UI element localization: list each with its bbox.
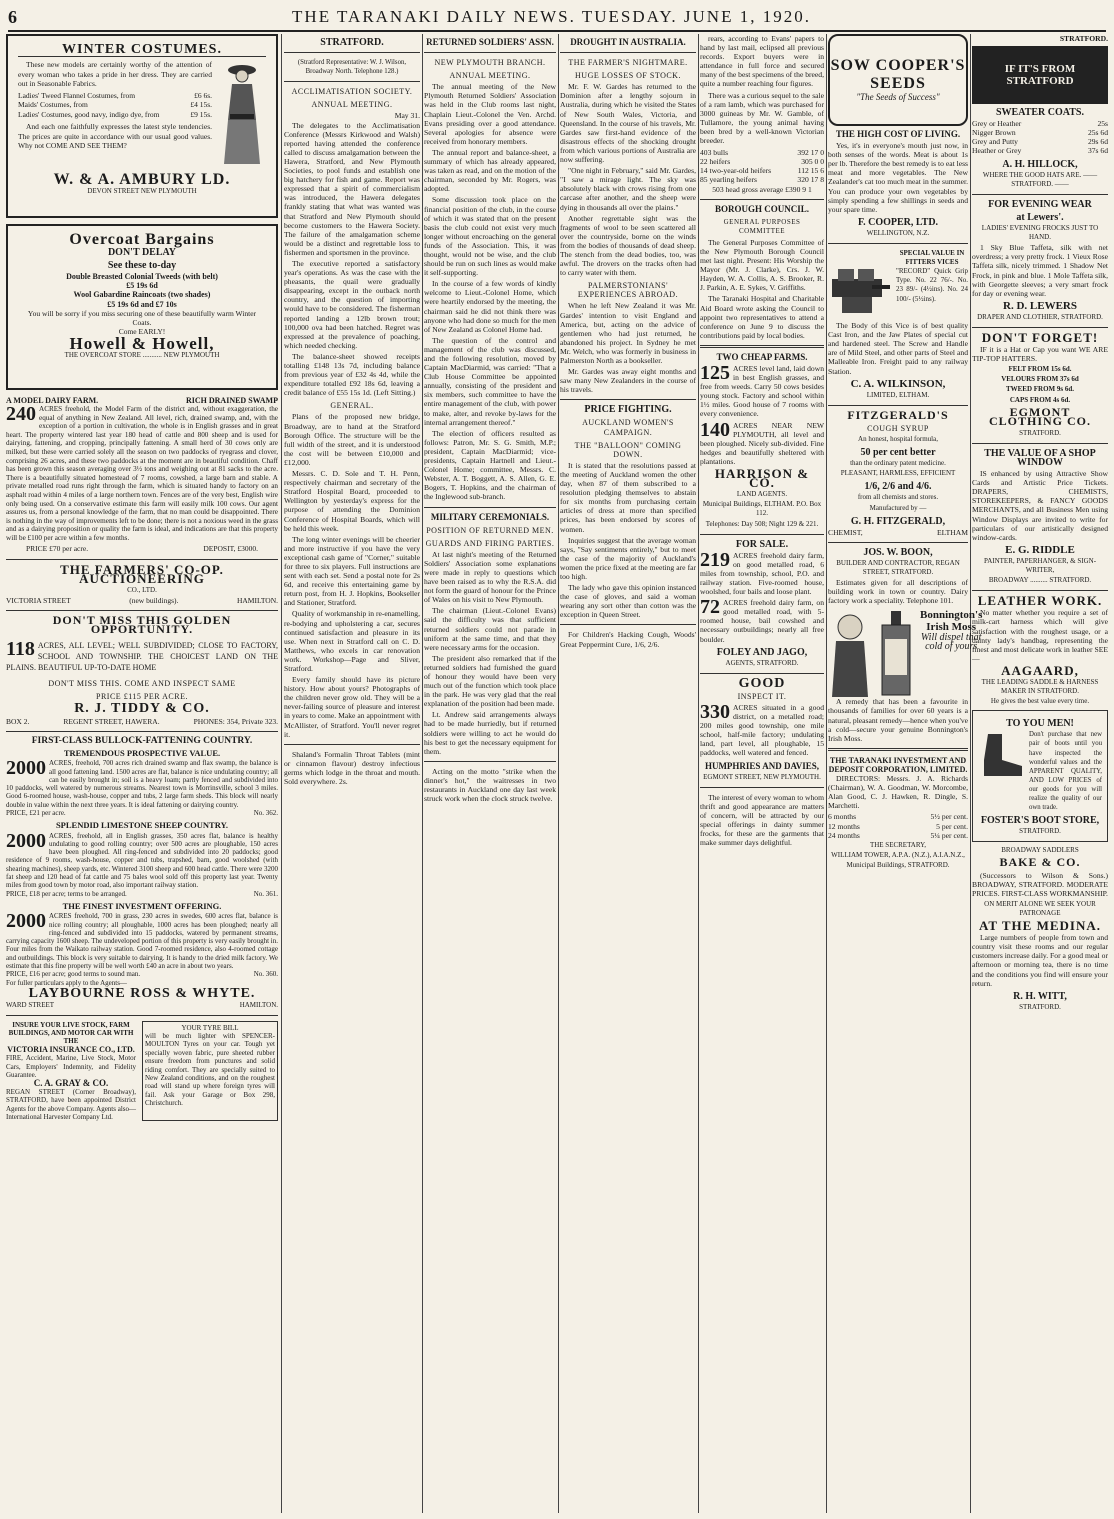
ambury-address: DEVON STREET NEW PLYMOUTH <box>87 187 197 196</box>
article-paragraph: Lt. Andrew said arrangements always had to be made hurriedly, but if returned soldiers were willing to act he would do his best to get the necessary equipment for them. <box>424 710 556 756</box>
cooper-firm: F. COOPER, LTD. <box>857 216 939 228</box>
ad-body: 1 Sky Blue Taffeta, silk with net overdress; a very pretty frock. 1 Vieux Rose Taffeta silk, nicely trimmed. 1 Shadow Net Frock, in pink and blue. 1 Mole Taffeta silk, with Georgette sleeves; a very smart frock for day or evening wear. <box>972 243 1108 298</box>
ad-subtitle: WHERE THE GOOD HATS ARE. —— STRATFORD. —— <box>982 170 1098 188</box>
article-subtitle: HUGE LOSSES OF STOCK. <box>575 71 681 81</box>
article-paragraph: The chairman (Lieut.-Colonel Evans) said the difficulty was that sufficient returned soldiers could not parade in uniform at the same time, and that they were necessary arms for the occasion. <box>424 606 556 652</box>
ad-body: ACRES level land, laid down in best English grasses, and free from weeds. Carry 50 cows besides young stock. Factory and school within 1½ miles. Good house of 7 rooms with every convenience. <box>700 364 824 419</box>
laybourne-firm: LAYBOURNE ROSS & WHYTE. <box>28 985 256 1001</box>
list-item: Grey or Heather 25s <box>972 119 1108 129</box>
article-paragraph: The General Purposes Committee of the New Plymouth Borough Council met last night. Present: His Worship the Mayor (Mr. J. Clarke), Crs. J. W. Hayden, W. A. Collis, A. S. Brooker, R. J. Parkin, A. E. Sykes, V. Griffiths. <box>700 237 824 293</box>
vice-illustration <box>828 249 892 321</box>
ad-subtitle: SPLENDID LIMESTONE SHEEP COUNTRY. <box>55 820 229 831</box>
price-value: £6 6s. <box>194 90 212 100</box>
article-paragraph: The president also remarked that if the returned soldiers had furnished the guard of honour they would have been very much out of the function which took place in the park. He was very glad that the real explanation of the position had been made. <box>424 653 556 709</box>
ad-body: ACRES freehold dairy farm, on good metalled road, 6 miles from township, school, P.O. and railway station. Five-roomed house, woolshed, four bails and loose plant. <box>700 550 824 597</box>
ad-subtitle: THE LEADING SADDLE & HARNESS MAKER IN STRATFORD. <box>981 677 1099 696</box>
ad-title: INSURE YOUR LIVE STOCK, FARM BUILDINGS, AND MOTOR CAR WITH THE <box>8 1020 134 1046</box>
ad-body: Don't purchase that new pair of boots until you have inspected the wonderful values and the APPARENT QUALITY, AND LOW PRICES of our goods for you will realize the quality of our own trade. <box>1029 731 1102 812</box>
ad-subtitle: PAINTER, PAPERHANGER, & SIGN-WRITER, <box>983 556 1097 575</box>
price-line: VELOURS FROM 37s 6d <box>1001 375 1079 384</box>
ad-address: ELTHAM <box>937 527 968 537</box>
article-paragraph: The Taranaki Hospital and Charitable Aid Board wrote asking the Council to appoint two representatives to attend a conference on June 9 to discuss the contributions paid by local bodies. <box>700 294 824 340</box>
column-rule <box>422 34 423 1513</box>
article-paragraph: The balance-sheet showed receipts totalling £148 13s 7d, including balance from previous year of £32 4s 4d, while the expenditure totalled £92 18s 6d, leaving a credit balance of £55 15s 1d. (Left Sitting.) <box>284 351 420 398</box>
price-item: Ladies' Costumes, good navy, indigo dye, from <box>18 109 160 119</box>
column-3 <box>424 34 556 1513</box>
acreage-number: 72 <box>700 596 720 619</box>
price-value: £4 15s. <box>190 100 212 110</box>
price-line: FELT FROM 15s 6d. <box>1008 365 1072 374</box>
harrison-firm: HARRISON & CO. <box>714 466 810 491</box>
foster-firm: FOSTER'S BOOT STORE, <box>980 815 1100 827</box>
ad-address: WARD STREET <box>6 1001 55 1010</box>
ad-body: DIRECTORS: Messrs. J. A. Richards (Chairman), W. A. Goodman, W. Morcombe, Alan Good, C. J. Hawken, R. Dingle, S. Marchetti. <box>828 774 968 811</box>
article-paragraph: Quality of workmanship in re-enamelling, re-bodying and upholstering a car, secures continued satisfaction and pleasure in its use. When next in Stratford call on C. D. Matthews, who excels in car renovation work. Workshop—Page and Sliver, Stratford. <box>284 609 421 673</box>
ad-price: 1/6, 2/6 and 4/6. <box>864 481 932 493</box>
ad-body: ACRES, ALL LEVEL; WELL SUBDIVIDED; CLOSE TO FACTORY, SCHOOL AND TOWNSHIP. THE CHOICEST LAND ON THE PLAINS. BEAUTIFUL UP-TO-DATE HOME <box>6 641 278 673</box>
ad-body: Yes, it's in everyone's mouth just now, in both senses of the words. Meat is about 1s per lb. Therefore the best remedy is to eat less meat and more vegetables. The New Zealander's cat too much meat in the summer. You can produce your own vegetables by simply spending a few shillings in seeds and your spare time. <box>828 141 968 214</box>
article-subtitle: NEW PLYMOUTH BRANCH. <box>434 58 546 68</box>
howell-firm: Howell & Howell, <box>69 333 215 353</box>
deposit-rates <box>828 812 968 839</box>
sale-table <box>700 148 824 193</box>
price-value: £9 15s. <box>190 109 212 119</box>
ad-address: DRAPER AND CLOTHIER, STRATFORD. <box>977 312 1103 321</box>
ad-address: STRATFORD. <box>1019 428 1061 437</box>
article-paragraph: rears, according to Evans' papers to hand by last mail, eclipsed all previous records. Export buyers were in attendance in full force and secured many of the best specimens of the breed, quite a number reaching four figures. <box>700 34 824 89</box>
acreage-number: 2000 <box>6 829 46 852</box>
article-paragraph: Mr. Gardes was away eight months and saw many New Zealanders in the course of his travels. <box>560 367 696 395</box>
acreage-number: 240 <box>6 403 36 426</box>
ad-title: FIRST-CLASS BULLOCK-FATTENING COUNTRY. <box>31 735 253 746</box>
man-illustration <box>828 609 872 697</box>
price-item: Ladies' Tweed Flannel Costumes, from <box>18 90 136 100</box>
section-note: (Stratford Representative: W. J. Wilson, Broadway North. Telephone 128.) <box>297 59 407 76</box>
acreage-number: 140 <box>700 418 730 441</box>
ad-address: CHEMIST, <box>828 527 863 537</box>
ad-title: THE FARMERS' CO-OP. AUCTIONEERING <box>60 561 224 586</box>
rate-row: 6 months 5½ per cent. <box>828 812 968 822</box>
boon-firm: JOS. W. BOON, <box>863 546 933 558</box>
article-subtitle: THE FARMER'S NIGHTMARE. <box>568 58 688 68</box>
article-paragraph: The election of officers resulted as follows: Patron, Mr. S. G. Smith, M.P.; president, Captain MacDiarmid; vice-presidents, Captain Hartnell and Lieut.-Colonel Home; committee, Messrs. C. Webster, A. T. Boggett, A. S. Allen, G. E. Bogers, T. Hopkins, and the chairman of the Inglewood sub-branch. <box>424 428 556 502</box>
price-text: PRICE £70 per acre. <box>26 543 89 553</box>
price-line: CAPS FROM 4s 6d. <box>1009 395 1071 404</box>
article-title: BOROUGH COUNCIL. <box>714 203 809 214</box>
column-rule <box>281 34 282 1513</box>
table-row: 85 yearling heifers 320 17 8 <box>700 175 824 185</box>
list-item: Heather or Grey 37s 6d <box>972 146 1108 156</box>
ad-agent: C. A. GRAY & CO. <box>33 1078 109 1089</box>
ad-subtitle: CO., LTD. <box>127 585 157 594</box>
article-paragraph: The lady who gave this opinion instanced the case of gloves, and said a woman wearing any sort other than cotton was the exception in Queen Street. <box>560 583 696 620</box>
article-subtitle: THE "BALLOON" COMING DOWN. <box>574 440 682 459</box>
ad-body: PLEASANT, HARMLESS, EFFICIENT <box>840 469 956 478</box>
bonningtons-tagline: Will dispel that cold of yours <box>920 632 982 653</box>
ad-title: TWO CHEAP FARMS. <box>716 351 808 362</box>
column-7 <box>972 34 1108 1513</box>
article-date: May 31. <box>394 111 420 121</box>
ad-title: FOR SALE. <box>735 538 789 550</box>
price-text: PRICE, £18 per acre; terms to be arranged. <box>6 889 127 898</box>
ad-heading: A MODEL DAIRY FARM. <box>6 396 99 405</box>
column-5 <box>700 34 824 1513</box>
table-total: 503 head gross average £390 9 1 <box>712 184 812 194</box>
ad-address: WELLINGTON, N.Z. <box>866 228 930 237</box>
rate-row: 12 months 5 per cent. <box>828 821 968 831</box>
ad-signature: THE SECRETARY, <box>869 840 927 849</box>
ad-address: Municipal Buildings, ELTHAM. P.O. Box 112. <box>702 500 822 518</box>
table-row: 403 bulls 392 17 0 <box>700 148 824 158</box>
ad-body: FIRE, Accident, Marine, Live Stock, Motor Cars, Employers' Indemnity, and Fidelity Guarantee. <box>6 1054 136 1079</box>
article-paragraph: Acting on the motto "strike when the dinner's hot," the waitresses in two restaurants in Auckland one day last week struck work when the clock struck twelve. <box>424 766 556 804</box>
ad-title: GOOD <box>738 675 786 691</box>
ad-title: FOR EVENING WEAR <box>988 198 1092 210</box>
ad-address: EGMONT STREET, NEW PLYMOUTH. <box>703 772 821 781</box>
ad-subtitle: ON MERIT ALONE WE SEEK YOUR PATRONAGE <box>984 899 1096 917</box>
ad-body: Large numbers of people from town and country visit these rooms and our regular customers increase daily. For a good meal or afternoon or morning tea, there is no time and the conditions you find will ensure your return. <box>972 933 1108 988</box>
ad-title: YOUR TYRE BILL <box>181 1023 239 1032</box>
ad-body: An honest, hospital formula, <box>858 434 938 443</box>
ad-subtitle: at Lewers'. <box>1016 211 1064 223</box>
product-price: £5 19s 6d <box>126 281 158 291</box>
column-rule <box>558 34 559 1513</box>
ad-body: ACRES, freehold, 700 acres rich drained swamp and flax swamp, the balance is all good fattening land. 1500 acres are flat, balance is nice undulating country; all can be easily brought in; soil is a heavy loam; partly fenced and subdivided into 10 paddocks, well watered by numerous streams. Nearest town is Morrinsville, school 3 miles. Good 6-roomed house, wash-house, copper and tubs, 2 large farm sheds. This block will nearly double in value within the next three years. It is ideal fattening or dairying country. <box>6 759 278 809</box>
tyre-ad <box>142 1021 278 1122</box>
article-title: MILITARY CEREMONIALS. <box>430 511 550 522</box>
acreage-number: 118 <box>6 638 35 661</box>
article-subtitle: POSITION OF RETURNED MEN. <box>426 525 554 535</box>
article-paragraph: Plans of the proposed new bridge, Broadway, are to hand at the Stratford Borough Office. The structure will be the full width of the street, and it is understood the cost will be between £10,000 and £12,000. <box>284 412 420 467</box>
insurance-ad <box>6 1021 136 1122</box>
article-paragraph: There was a curious sequel to the sale of a ram lamb, which was purchased for 3000 guineas by Mr. W. Gamble, of Tullamore, the young animal having been bred by a well-known Victorian breeder. <box>700 90 824 146</box>
article-title: RETURNED SOLDIERS' ASSN. <box>426 37 554 47</box>
article-paragraph: Mr. F. W. Gardes has returned to the Dominion after a lengthy sojourn in Australia, during which he visited the States of New South Wales, Victoria, and Queensland. In the course of his travels, Mr. Gardes saw first-hand evidence of the disastrous effects of the shocking drought from which various portions of Australia are now suffering. <box>560 82 696 165</box>
ad-title: WINTER COSTUMES. <box>18 45 266 57</box>
ad-text: You will be sorry if you miss securing one of these beautifully warm Winter Coats. <box>27 308 257 327</box>
article-subtitle: GUARDS AND FIRING PARTIES. <box>425 538 555 548</box>
boot-illustration <box>978 730 1026 780</box>
article-paragraph: Another regrettable sight was the fragments of wool to be seen scattered all over the countryside, borne on the winds from the bodies of thousands of dead sheep. The stench from the dead bodies, too, was awful. The drovers on the tracks often had to carry water with them. <box>560 213 696 278</box>
ad-body: will be much lighter with SPENCER-MOULTON Tyres on your car. Tough yet specially woven fabric, pure sheeted rubber ensure freedom from punctures and solid riding comfort. They are specially suited to New Zealand conditions, and on the roughest road will stand up where foreign tyres will fail. Ask your Garage or Box 298, Christchurch. <box>145 1031 275 1108</box>
ad-title: THE VALUE OF A SHOP WINDOW <box>984 447 1096 468</box>
ad-subtitle: COUGH SYRUP <box>867 423 929 433</box>
ref-number: No. 360. <box>253 970 278 979</box>
ad-body: (Successors to Wilson & Sons.) BROADWAY, STRATFORD. MODERATE PRICES. FIRST-CLASS WORKMANSHIP. <box>972 870 1108 898</box>
column-rule <box>970 34 971 1513</box>
ad-tagline: He gives the best value every time. <box>990 697 1090 706</box>
ad-title: DON'T MISS THIS GOLDEN OPPORTUNITY. <box>52 613 232 637</box>
article-title: ACCLIMATISATION SOCIETY. <box>291 87 413 97</box>
rate-row: 24 months 5¼ per cent. <box>828 830 968 840</box>
column-2 <box>284 34 420 1513</box>
article-subtitle: GENERAL PURPOSES COMMITTEE <box>723 217 801 235</box>
farmers-coop-ad <box>6 561 278 726</box>
overcoat-bargains-ad <box>6 224 278 390</box>
article-subtitle: AUCKLAND WOMEN'S CAMPAIGN. <box>582 418 674 437</box>
deposit-text: DEPOSIT, £3000. <box>203 543 258 553</box>
ad-title: SWEATER COATS. <box>996 107 1084 119</box>
acreage-number: 330 <box>700 701 730 723</box>
article-paragraph: In the course of a few words of kindly welcome to Lieut.-Colonel Home, which were heartily endorsed by the meeting, the chairman said he did not think there was anyone who had done so much for the men of New Zealand as Colonel Home had. <box>424 279 556 334</box>
section-heading: STRATFORD. <box>320 37 384 48</box>
ad-body: Manufactured by — <box>869 503 927 512</box>
price-line: TWEED FROM 9s 6d. <box>1005 385 1075 394</box>
ad-address: HAMILTON. <box>239 1001 278 1010</box>
ad-address: HAMILTON. <box>236 595 278 605</box>
ad-body: ACRES NEAR NEW PLYMOUTH, all level and been ploughed. Nicely sub-divided. Fine hedges and beautifully sheltered with plantations. <box>700 420 824 466</box>
ad-title: LEATHER WORK. <box>977 593 1103 609</box>
price-item: Maids' Costumes, from <box>18 100 88 110</box>
vice-specs: SPECIAL VALUE IN FITTERS VICES "RECORD" Quick Grip Type. No. 22 76/-. No. 23 89/- (4½ins). No. 24 100/- (5½ins). <box>896 249 968 303</box>
list-item: Nigger Brown 25s 6d <box>972 128 1108 138</box>
woman-illustration <box>218 60 266 172</box>
column-1 <box>6 34 278 1513</box>
bullock-country-ad <box>6 737 278 1010</box>
article-subtitle: ANNUAL MEETING. <box>311 100 393 110</box>
ad-title: DON'T FORGET! <box>981 329 1099 345</box>
table-row: 14 two-year-old heifers 112 15 6 <box>700 166 824 176</box>
article-paragraph: When he left New Zealand it was Mr. Gardes' intention to visit England and America, but, acting on the advice of gentlemen who had just returned, he abandoned his project. In Sydney he met Mr. Welch, who was formerly in business in Palmerston North as a bookseller. <box>560 301 696 365</box>
ad-phones: Telephones: Day 508; Night 129 & 221. <box>705 519 819 528</box>
product-line: Wool Gabardine Raincoats (two shades) <box>73 290 211 300</box>
page-number: 6 <box>8 6 17 27</box>
ad-title: TO YOU MEN! <box>1006 718 1074 730</box>
article-subtitle: ANNUAL MEETING. <box>449 71 531 81</box>
sweater-list <box>972 119 1108 155</box>
acreage-number: 125 <box>700 362 730 384</box>
article-paragraph: For Children's Hacking Cough, Woods' Great Peppermint Cure, 1/6, 2/6. <box>560 630 696 649</box>
ad-subtitle: THE FINEST INVESTMENT OFFERING. <box>62 900 222 911</box>
stratford-logo: IF IT'S FROM STRATFORD <box>972 46 1108 104</box>
ad-body: from all chemists and stores. <box>857 493 939 502</box>
ad-address: LIMITED, ELTHAM. <box>866 390 930 399</box>
article-paragraph: It is stated that the resolutions passed at the meeting of Auckland women the other day, when 87 of them subscribed to a resolution pledging themselves to abstain for six months from purchasing certain articles of dress at more than specified prices, has been endorsed by scores of women. <box>560 460 696 534</box>
fitzgerald-firm: G. H. FITZGERALD, <box>850 515 946 527</box>
article-paragraph: The executive reported a satisfactory year's operations. As was the case with the pheasants, the quail were gradually disappearing, except in the outback north country, and the question of importing would have to be considered. The fisherman reported landing a 12lb brown trout; 100,000 ova had been hatched. Regret was expressed at the prevalence of poaching, which needed checking. <box>284 258 420 350</box>
ad-body: No matter whether you require a set of milk-cart harness which will give satisfaction with the roughest usage, or a dainty lady's handbag, representing the finest and most delicate work in leather SEE— <box>972 608 1108 663</box>
masthead-title: THE TARANAKI DAILY NEWS. TUESDAY. JUNE 1, 1920. <box>292 7 811 26</box>
wilkinson-firm: C. A. WILKINSON, <box>850 377 946 390</box>
witt-firm: R. H. WITT, <box>1013 990 1067 1002</box>
ad-address: Municipal Buildings, STRATFORD. <box>846 860 950 869</box>
ad-body: The Body of this Vice is of best quality Cast Iron, and the Jaw Plates of special cut and hardened steel. The Screw and Handle are of Mild Steel, and other parts of Steel and Malleable Iron. Freight paid to any railway Station. <box>828 321 968 376</box>
riddle-firm: E. G. RIDDLE <box>1005 543 1075 556</box>
price-text: PRICE, £16 per acre; good terms to sound man. <box>6 970 141 979</box>
ad-body: ACRES freehold dairy farm, on good metalled road, with 5-roomed house, bail cowshed and necessary outbuildings; nearly all free boulder. <box>700 598 824 644</box>
article-paragraph: Inquiries suggest that the average woman says, "Say sentiments entirely," but to meet the case of the majority of Auckland's women the price fixed at the meeting are far too high. <box>560 535 696 581</box>
ad-address: BOX 2. <box>6 716 30 726</box>
ad-subtitle: LAND AGENTS. <box>736 490 788 499</box>
ad-address: STRATFORD. <box>1019 1002 1061 1011</box>
price-text: PRICE £115 PER ACRE. <box>96 692 188 702</box>
article-paragraph: Messrs. C. D. Sole and T. H. Penn, respectively chairman and secretary of the Stratford Hospital Board, proceeded to Wellington by yesterday's express for the purpose of attending the Dominion Conference of Hospital Boards, which will be held this week. <box>284 469 420 533</box>
column-rule <box>826 34 827 1513</box>
ad-body: A remedy that has been a favourite in thousands of families for over 60 years is a natural, pleasant remedy—hence when you've a cold—secure your genuine Bonnington's Irish Moss. <box>828 697 968 743</box>
ad-highlight: 50 per cent better <box>860 447 936 459</box>
ambury-firm: W. & A. AMBURY LD. <box>53 171 231 189</box>
product-price: £5 19s 6d and £7 10s <box>107 299 177 309</box>
acreage-number: 2000 <box>6 757 46 780</box>
ad-address: BROADWAY .......... STRATFORD. <box>988 576 1092 585</box>
ad-heading: RICH DRAINED SWAMP <box>185 396 278 405</box>
ref-number: No. 362. <box>253 809 278 817</box>
ad-company: VICTORIA INSURANCE CO., LTD. <box>7 1044 135 1054</box>
tiddy-firm: R. J. TIDDY & CO. <box>74 701 210 717</box>
ad-subtitle: LADIES' EVENING FROCKS JUST TO HAND. <box>981 224 1099 242</box>
ad-signature: WILLIAM TOWER, A.P.A. (N.Z.), A.I.A.N.Z., <box>831 850 965 859</box>
article-paragraph: The delegates to the Acclimatisation Conference (Messrs Kirkwood and Walsh) reported having attended the conference called to discuss amalgamation between the Hawera, Stratford, and New Plymouth Societies, to pool funds and establish one big hatchery for fish and game. Report was expressed that a spirit of commercialism was introduced, the Hawera delegates frankly stating that what was wanted was that Stratford and New Plymouth should become customers to the Hawera Society. The failure of the amalgamation scheme would be a distinct and regrettable loss to fishermen and sportsmen in the province. <box>284 120 420 257</box>
humphries-firm: HUMPHRIES AND DAVIES, <box>704 760 820 771</box>
hillock-firm: A. H. HILLOCK, <box>1002 158 1078 170</box>
ad-body: ACRES situated in a good district, on a metalled road; 200 miles good township, one mile school, half-mile factory; undulating land, part level, all ploughable, 15 paddocks, well watered and fenced. <box>700 703 824 758</box>
ad-closing: And each one faithfully expresses the latest style tendencies. The prices are quite in accordance with our usual good values. Why not COME AND SEE THEM? <box>18 122 212 151</box>
table-row: 22 heifers 305 0 0 <box>700 157 824 167</box>
ad-text: DON'T MISS THIS. COME AND INSPECT SAME <box>48 679 236 689</box>
ad-subtitle: TREMENDOUS PROSPECTIVE VALUE. <box>63 747 221 758</box>
fitzgerald-title: FITZGERALD'S <box>847 407 949 422</box>
ad-subtitle: See these to-day <box>107 260 177 272</box>
ad-body: ACRES freehold, the Model Farm of the district and, without exaggeration, the equal of anything in New Zealand. All level, rich, drained swamp, and, with the exception of a portion in cultivation, the whole is in English grasses and in great heart. The property wintered last year 180 head of cattle and 800 sheep and is used for dairying, fattening, and cropping, principally fattening. A small herd of 30 cows only are milked, but these were carried solely all the season on two paddocks of ryegrass and clover, comprising 26 acres, and these two paddocks at the moment are in beautiful condition. Chaff has been grown this season averaging over 3½ tons and weighing out at 81 sacks to the acre. There is a beautifully situated homestead of 7 rooms, cowshed, a large barn and stable. A private metalled road runs right through the farm, which is situated handy to factory on an asphalt road within 4 miles of a large northern town. Fences are of the very best, English wire only being used. On a conservative estimate this farm will easily milk 100 cows. Our agent assures us, from a personal knowledge of the farm, that no man could be disappointed. There is nothing in the way of improvements left to be done; there is not a noxious weed in the grass and as a dairying proposition or quality the farm is ideal, and indications are that this property will be £100 per acre within a few months. <box>6 405 278 542</box>
article-title: PRICE FIGHTING. <box>584 404 672 416</box>
ad-subtitle: AGENTS, STRATFORD. <box>725 658 799 667</box>
egmont-firm: EGMONT CLOTHING CO. <box>988 404 1091 428</box>
article-paragraph: The long winter evenings will be cheerier and more instructive if you have the very exceptional cash game of "Corner," suitable for three to six players. Full instructions are sent with each set. Send a postal note for 2s 6d, and receive this entertaining game by return post, from H. J. Hopkins, Bookseller and Stationer, Stratford. <box>284 534 420 608</box>
ad-body: IF it is a Hat or Cap you want WE ARE TIP-TOP HATTERS. <box>972 345 1108 364</box>
ad-title: THE HIGH COST OF LIVING. <box>835 129 961 139</box>
article-paragraph: The annual report and balance-sheet, a summary of which has already appeared, was taken as read, and on the motion of the chairman, seconded by Mr. Rogers, was adopted. <box>424 147 556 194</box>
ad-phones: PHONES: 354, Private 323. <box>193 716 278 726</box>
ad-text: For fuller particulars apply to the Agents— <box>6 978 127 987</box>
bake-firm: BAKE & CO. <box>999 855 1081 870</box>
article-paragraph: Some discussion took place on the financial position of the club, in the course of which it was stated that on the present basis the club could not exist very much longer without encroaching on the general funds of the Association. This, it was thought, would not be wise, and the club should be run on such lines as would make it self-supporting. <box>424 195 556 278</box>
acreage-number: 2000 <box>6 910 46 933</box>
ad-body: ACRES freehold, 700 in grass, 230 acres in swedes, 600 acres flat, balance is nice rolling country; all ploughable, 1000 acres has been ploughed; nearly all ring-fenced and subdivided into 15 paddocks, watered by permanent streams, carrying capacity 1600 sheep. The undeveloped portion of this property is very easily brought in. Four miles from the Waikato railway station. Good 7-roomed residence, also 4-roomed cottage and outbuildings. This block is very suitable to dairying. It is handy to the dried milk factory. We estimate that this fine property will be well worth £40 an acre in about two years. <box>6 912 278 971</box>
acreage-number: 219 <box>700 548 730 571</box>
ad-text: Come EARLY! <box>118 326 166 336</box>
article-title: GENERAL. <box>330 401 374 411</box>
ad-body: than the ordinary patent medicine. <box>850 459 946 468</box>
product-line: Double Breasted Colonial Tweeds (with belt) <box>66 272 218 282</box>
ad-body: IS enhanced by using Attractive Show Cards and Artistic Price Tickets. DRAPERS, CHEMISTS, STOREKEEPERS, & FANCY GOODS MERCHANTS, and all Business Men using Window Displays are invited to write for particulars of our artistically designed window-cards. <box>972 469 1108 542</box>
ad-body: Estimates given for all descriptions of building work in town or country. Dairy factory work a speciality. Telephone 101. <box>828 578 968 606</box>
ref-number: No. 361. <box>253 889 278 898</box>
howell-address: THE OVERCOAT STORE ........... NEW PLYMOUTH <box>64 351 220 360</box>
ad-title: Overcoat Bargains <box>69 231 215 248</box>
section-heading: STRATFORD. <box>1059 34 1108 43</box>
ad-address: VICTORIA STREET <box>6 595 71 605</box>
column-6 <box>828 34 983 1513</box>
ad-intro: These new models are certainly worthy of the attention of every woman who takes a pride in her dress. They are carried out in Seasonable Fabrics. <box>18 60 212 89</box>
foster-boot-ad <box>972 710 1108 842</box>
ad-subtitle: INSPECT IT. <box>737 691 787 701</box>
column-rule <box>698 34 699 1513</box>
article-paragraph: Shaland's Formalin Throat Tablets (mint or cinnamon flavour) destroy infectious germs which lodge in the throat and mouth. Sold everywhere. 2s. <box>284 749 420 787</box>
bonningtons-title: Bonnington's Irish Moss <box>920 609 983 634</box>
ad-address: STRATFORD. <box>1019 827 1061 836</box>
article-paragraph: The question of the control and management of the club was discussed, and the following resolution, moved by Captain MacDiarmid, was carried: "That a Club House Committee be appointed annually, consisting of the president and six members, such committee to have the entire management of the club, with power to make, alter, and revoke by-laws for the internal arrangement thereof." <box>424 335 556 427</box>
ad-subtitle: BROADWAY SADDLERS <box>1001 846 1079 855</box>
medina-title: AT THE MEDINA. <box>979 918 1101 934</box>
ad-body: ACRES, freehold, all in English grasses, 350 acres flat, balance is healthy undulating to good rolling country; over 500 acres are ploughable, 150 acres have been ploughed. All ring-fenced and subdivided into 20 paddocks; good residence of 9 rooms, wash-house, copper and tubs, trapshed, barn, good woolshed (with shearing machines), sheep yards, etc. Wintered 3100 sheep and 600 head cattle. There were 3200 fat sheep and 120 head of fat cattle and 75 bales wool sold off this property last year. Twenty miles from good town by motor road, also important railway station. <box>6 831 278 890</box>
ad-address: REGENT STREET, HAWERA. <box>63 716 160 726</box>
ad-address: (new buildings). <box>129 595 179 605</box>
winter-costumes-ad <box>6 34 278 218</box>
ad-title: THE TARANAKI INVESTMENT AND DEPOSIT CORPORATION, LIMITED. <box>828 755 968 774</box>
coopers-seeds-logo: SOW COOPER'S SEEDS "The Seeds of Success" <box>828 34 968 126</box>
price-text: PRICE, £21 per acre. <box>6 809 66 817</box>
article-paragraph: Every family should have its picture history. How about yours? Photographs of the children never grow old. They will be a never-failing source of pleasure and interest in years to come. Make an appointment with McAllister, of Stratford. You'll never regret it. <box>284 675 420 739</box>
list-item: Grey and Putty 29s 6d <box>972 137 1108 147</box>
ad-body: REGAN STREET (Corner Broadway), STRATFORD, have been appointed District Agents for the above Company. Agents also—International Harvester Company Ltd. <box>6 1087 136 1121</box>
column-4 <box>560 34 696 1513</box>
article-paragraph: The interest of every woman to whom thrift and good appearance are matters of concern, will be attracted by our special offerings in dainty summer frocks, for these are the garments that make summer days delightful. <box>700 792 824 848</box>
lewers-firm: R. D. LEWERS <box>1003 299 1077 312</box>
bottle-illustration <box>876 609 916 697</box>
article-subtitle: PALMERSTONIANS' EXPERIENCES ABROAD. <box>577 281 679 300</box>
article-paragraph: The annual meeting of the New Plymouth Returned Soldiers' Association was held in the Club rooms last night, Chaplain Lieut.-Colonel the Ven. Archd. Evans presiding over a good attendance. Several apologies for absence were received from honorary members. <box>424 82 556 146</box>
ad-subtitle: DON'T DELAY <box>107 247 177 259</box>
article-paragraph: At last night's meeting of the Returned Soldiers' Association some explanations were made in reply to questions which have been raised as to why the R.S.A. did not form the guard of honour for the Prince of Wales on his visit to New Plymouth. <box>424 549 556 605</box>
aagaard-firm: AAGAARD, <box>1001 662 1079 678</box>
foley-firm: FOLEY AND JAGO, <box>716 646 808 658</box>
ad-subtitle: BUILDER AND CONTRACTOR, REGAN STREET, STRATFORD. <box>836 558 960 576</box>
article-paragraph: "One night in February," said Mr. Gardes, "I saw a mirage light. The sky was absolutely black with crows rising from one carcase after another, and the sheep were dying in thousands all over the plains." <box>560 166 696 212</box>
page-header <box>8 4 1106 32</box>
dairy-farm-ad <box>6 396 278 554</box>
article-title: DROUGHT IN AUSTRALIA. <box>570 37 686 47</box>
